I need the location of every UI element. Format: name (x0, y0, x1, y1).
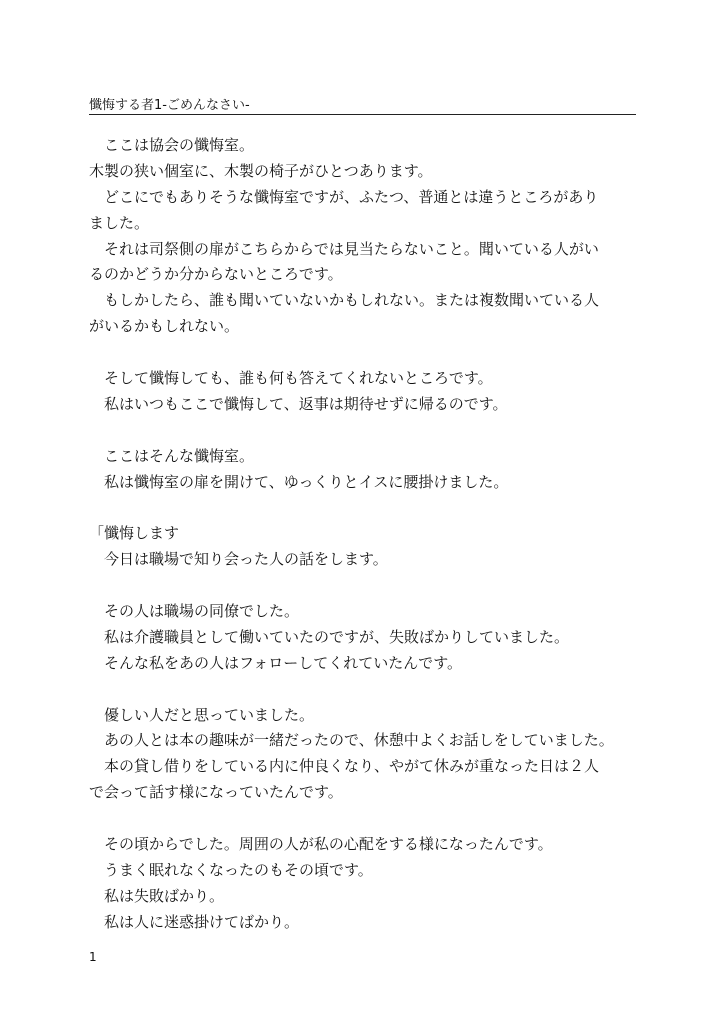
text-line: うまく眠れなくなったのもその頃です。 (89, 860, 373, 879)
text-line: それは司祭側の扉がこちらからでは見当たらないこと。聞いている人がい (89, 239, 599, 258)
text-line: 木製の狭い個室に、木製の椅子がひとつあります。 (89, 161, 433, 180)
text-line: その頃からでした。周囲の人が私の心配をする様になったんです。 (89, 835, 553, 854)
text-line (89, 495, 639, 521)
text-line: もしかしたら、誰も聞いていないかもしれない。または複数聞いている人 (89, 291, 600, 310)
text-line (89, 573, 639, 599)
text-line: そんな私をあの人はフォローしてくれていたんです。 (89, 653, 463, 672)
text-line: 私はいつもここで懺悔して、返事は期待せずに帰るのです。 (89, 394, 508, 413)
body-text (89, 133, 639, 936)
text-line: 今日は職場で知り会った人の話をします。 (89, 550, 388, 569)
text-line: あの人とは本の趣味が一緒だったので、休憩中よくお話しをしていました。 (89, 731, 614, 750)
text-line: るのかどうか分からないところです。 (89, 265, 343, 284)
text-line: そして懺悔しても、誰も何も答えてくれないところです。 (89, 369, 493, 388)
text-line: 私は介護職員として働いていたのですが、失敗ばかりしていました。 (89, 627, 570, 646)
text-line: 私は失敗ばかり。 (89, 886, 225, 905)
text-line: で会って話す様になっていたんです。 (89, 783, 343, 802)
text-line: 優しい人だと思っていました。 (89, 705, 315, 724)
text-line: がいるかもしれない。 (89, 317, 240, 336)
text-line: 「懺悔します (89, 524, 180, 543)
text-line: 私は人に迷惑掛けてばかり。 (89, 912, 300, 931)
text-line: 私は懺悔室の扉を開けて、ゆっくりとイスに腰掛けました。 (89, 472, 509, 491)
text-line (89, 340, 639, 366)
text-line: ここはそんな懺悔室。 (89, 446, 255, 465)
text-line (89, 418, 639, 444)
text-line: ここは協会の懺悔室。 (89, 136, 255, 154)
text-line: どこにでもありそうな懺悔室ですが、ふたつ、普通とは違うところがあり (89, 187, 599, 206)
text-line (89, 677, 639, 703)
text-line: その人は職場の同僚でした。 (89, 602, 300, 621)
text-line: ました。 (89, 213, 150, 232)
text-line: 本の貸し借りをしている内に仲良くなり、やがて休みが重なった日は２人 (89, 757, 600, 776)
running-header: 懺悔する者1-ごめんなさい- (89, 98, 636, 115)
text-line (89, 806, 639, 832)
page-number: 1 (89, 950, 97, 964)
